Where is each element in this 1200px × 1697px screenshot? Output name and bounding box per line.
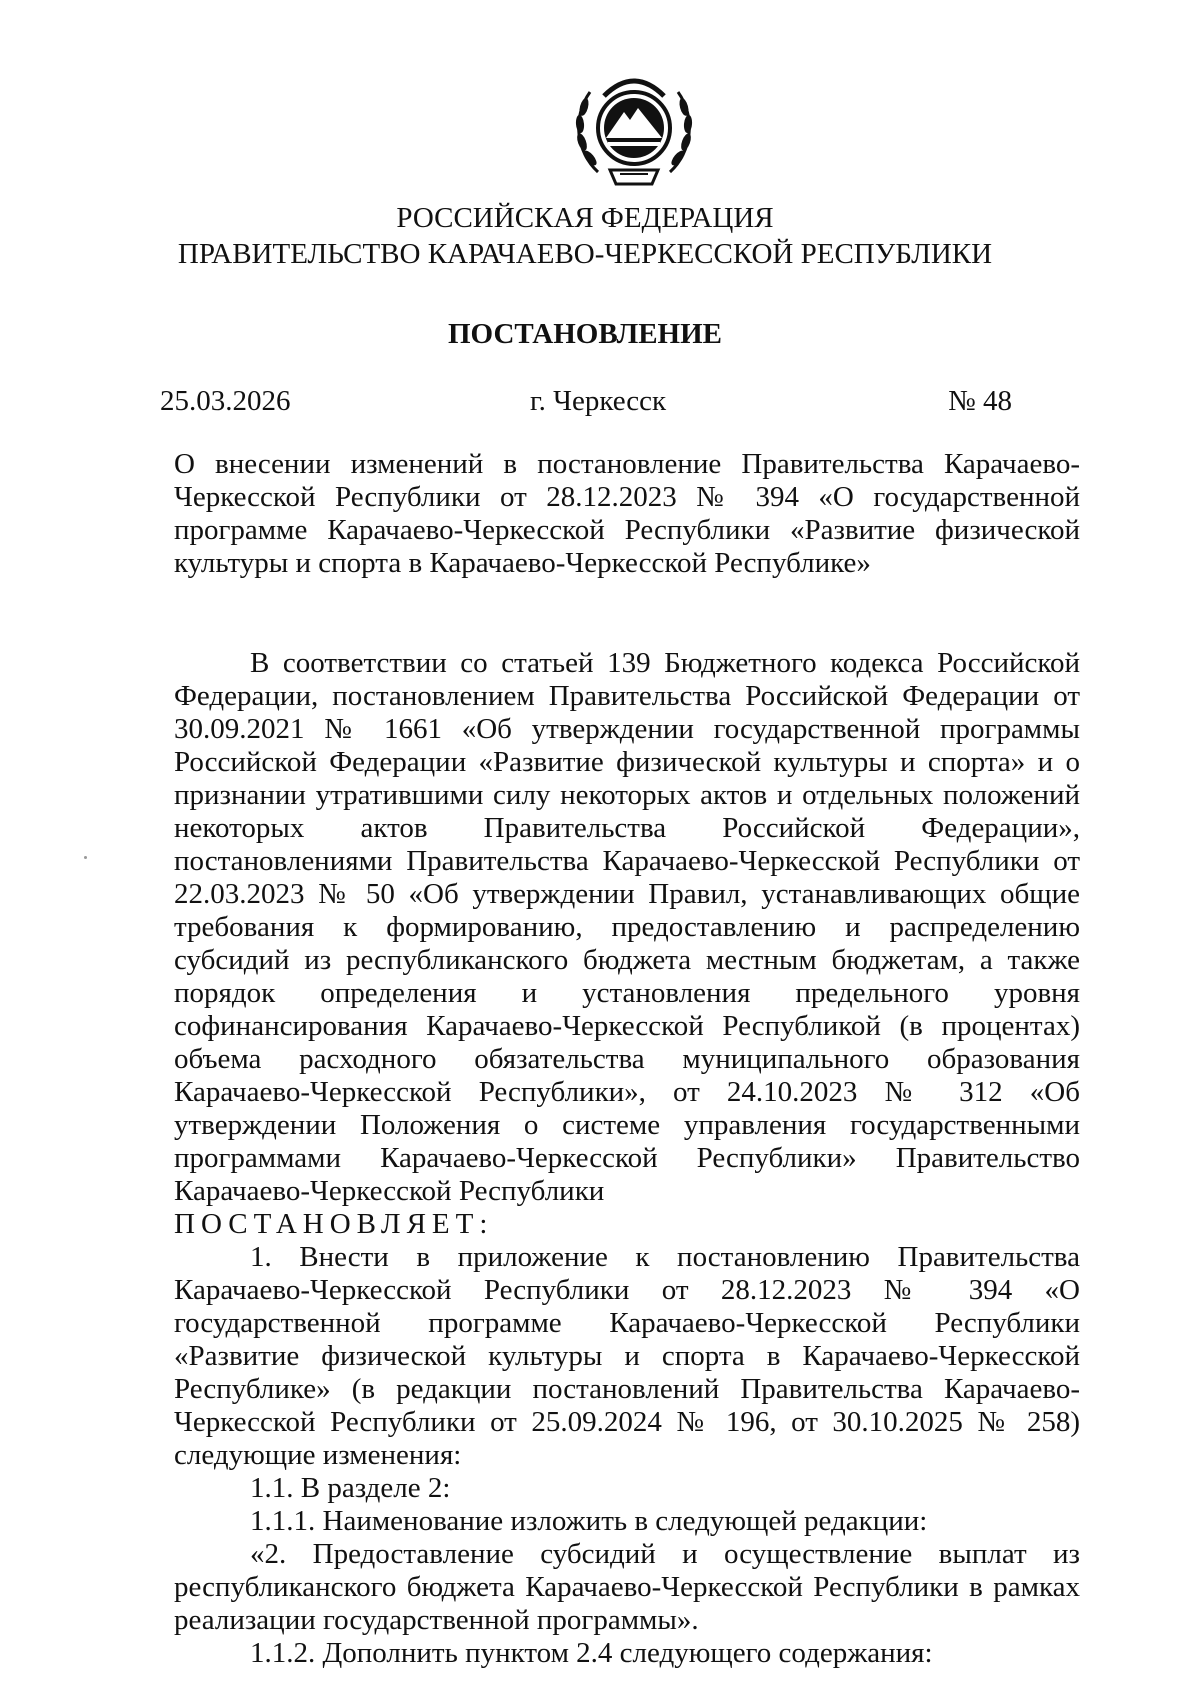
decree-word: ПОСТАНОВЛЯЕТ: (174, 1208, 494, 1240)
document-type-title: ПОСТАНОВЛЕНИЕ (447, 318, 722, 350)
paragraph-1-1: 1.1. В разделе 2: (250, 1472, 451, 1504)
paragraph-1-1-2: 1.1.2. Дополнить пунктом 2.4 следующего содержания: (250, 1637, 933, 1669)
document-number: № 48 (948, 385, 1012, 417)
government-heading: ПРАВИТЕЛЬСТВО КАРАЧАЕВО-ЧЕРКЕССКОЙ РЕСПУБЛИКИ (177, 238, 993, 270)
document-body (174, 647, 1080, 1670)
document-date: 25.03.2026 (160, 385, 291, 417)
coat-of-arms-icon (568, 62, 700, 194)
paragraph-1-1-1: 1.1.1. Наименование изложить в следующей редакции: (250, 1505, 928, 1537)
preamble-paragraph: В соответствии со статьей 139 Бюджетного кодекса Российской Федерации, постановлением Правительства Российской Федерации от 30.09.2021 № 1661 «Об утверждении государственной программы Российской Федерации «Развитие физической культуры и спорта» и о признании утратившими силу некоторых актов и отдельных положений некоторых актов Правительства Российской Федерации», постановлениями Правительства Карачаево-Черкесской Республики от 22.03.2023 № 50 «Об утверждении Правил, устанавливающих общие требования к формированию, предоставлению и распределению субсидий из республиканского бюджета местным бюджетам, а также порядок определения и установления предельного уровня софинансирования Карачаево-Черкесской Республикой (в процентах) объема расходного обязательства муниципального образования Карачаево-Черкесской Республики», от 24.10.2023 № 312 «Об утверждении Положения о системе управления государственными программами Карачаево-Черкесской Республики» Правительство Карачаево-Черкесской Республики (174, 647, 1080, 1207)
document-subject: О внесении изменений в постановление Правительства Карачаево-Черкесской Республики от 28.12.2023 № 394 «О государственной программе Карачаево-Черкесской Республики «Развитие физической культуры и спорта в Карачаево-Черкесской Республике» (174, 448, 1080, 579)
scan-speck (84, 856, 87, 859)
document-city: г. Черкесск (530, 385, 667, 417)
quoted-heading: «2. Предоставление субсидий и осуществление выплат из республиканского бюджета Карачаево-Черкесской Республики в рамках реализации государственной программы». (174, 1538, 1080, 1636)
country-heading: РОССИЙСКАЯ ФЕДЕРАЦИЯ (396, 202, 774, 234)
paragraph-1: 1. Внести в приложение к постановлению Правительства Карачаево-Черкесской Республики от 28.12.2023 № 394 «О государственной программе Карачаево-Черкесской Республики «Развитие физической культуры и спорта в Карачаево-Черкесской Республике» (в редакции постановлений Правительства Карачаево-Черкесской Республики от 25.09.2024 № 196, от 30.10.2025 № 258) следующие изменения: (174, 1241, 1080, 1471)
